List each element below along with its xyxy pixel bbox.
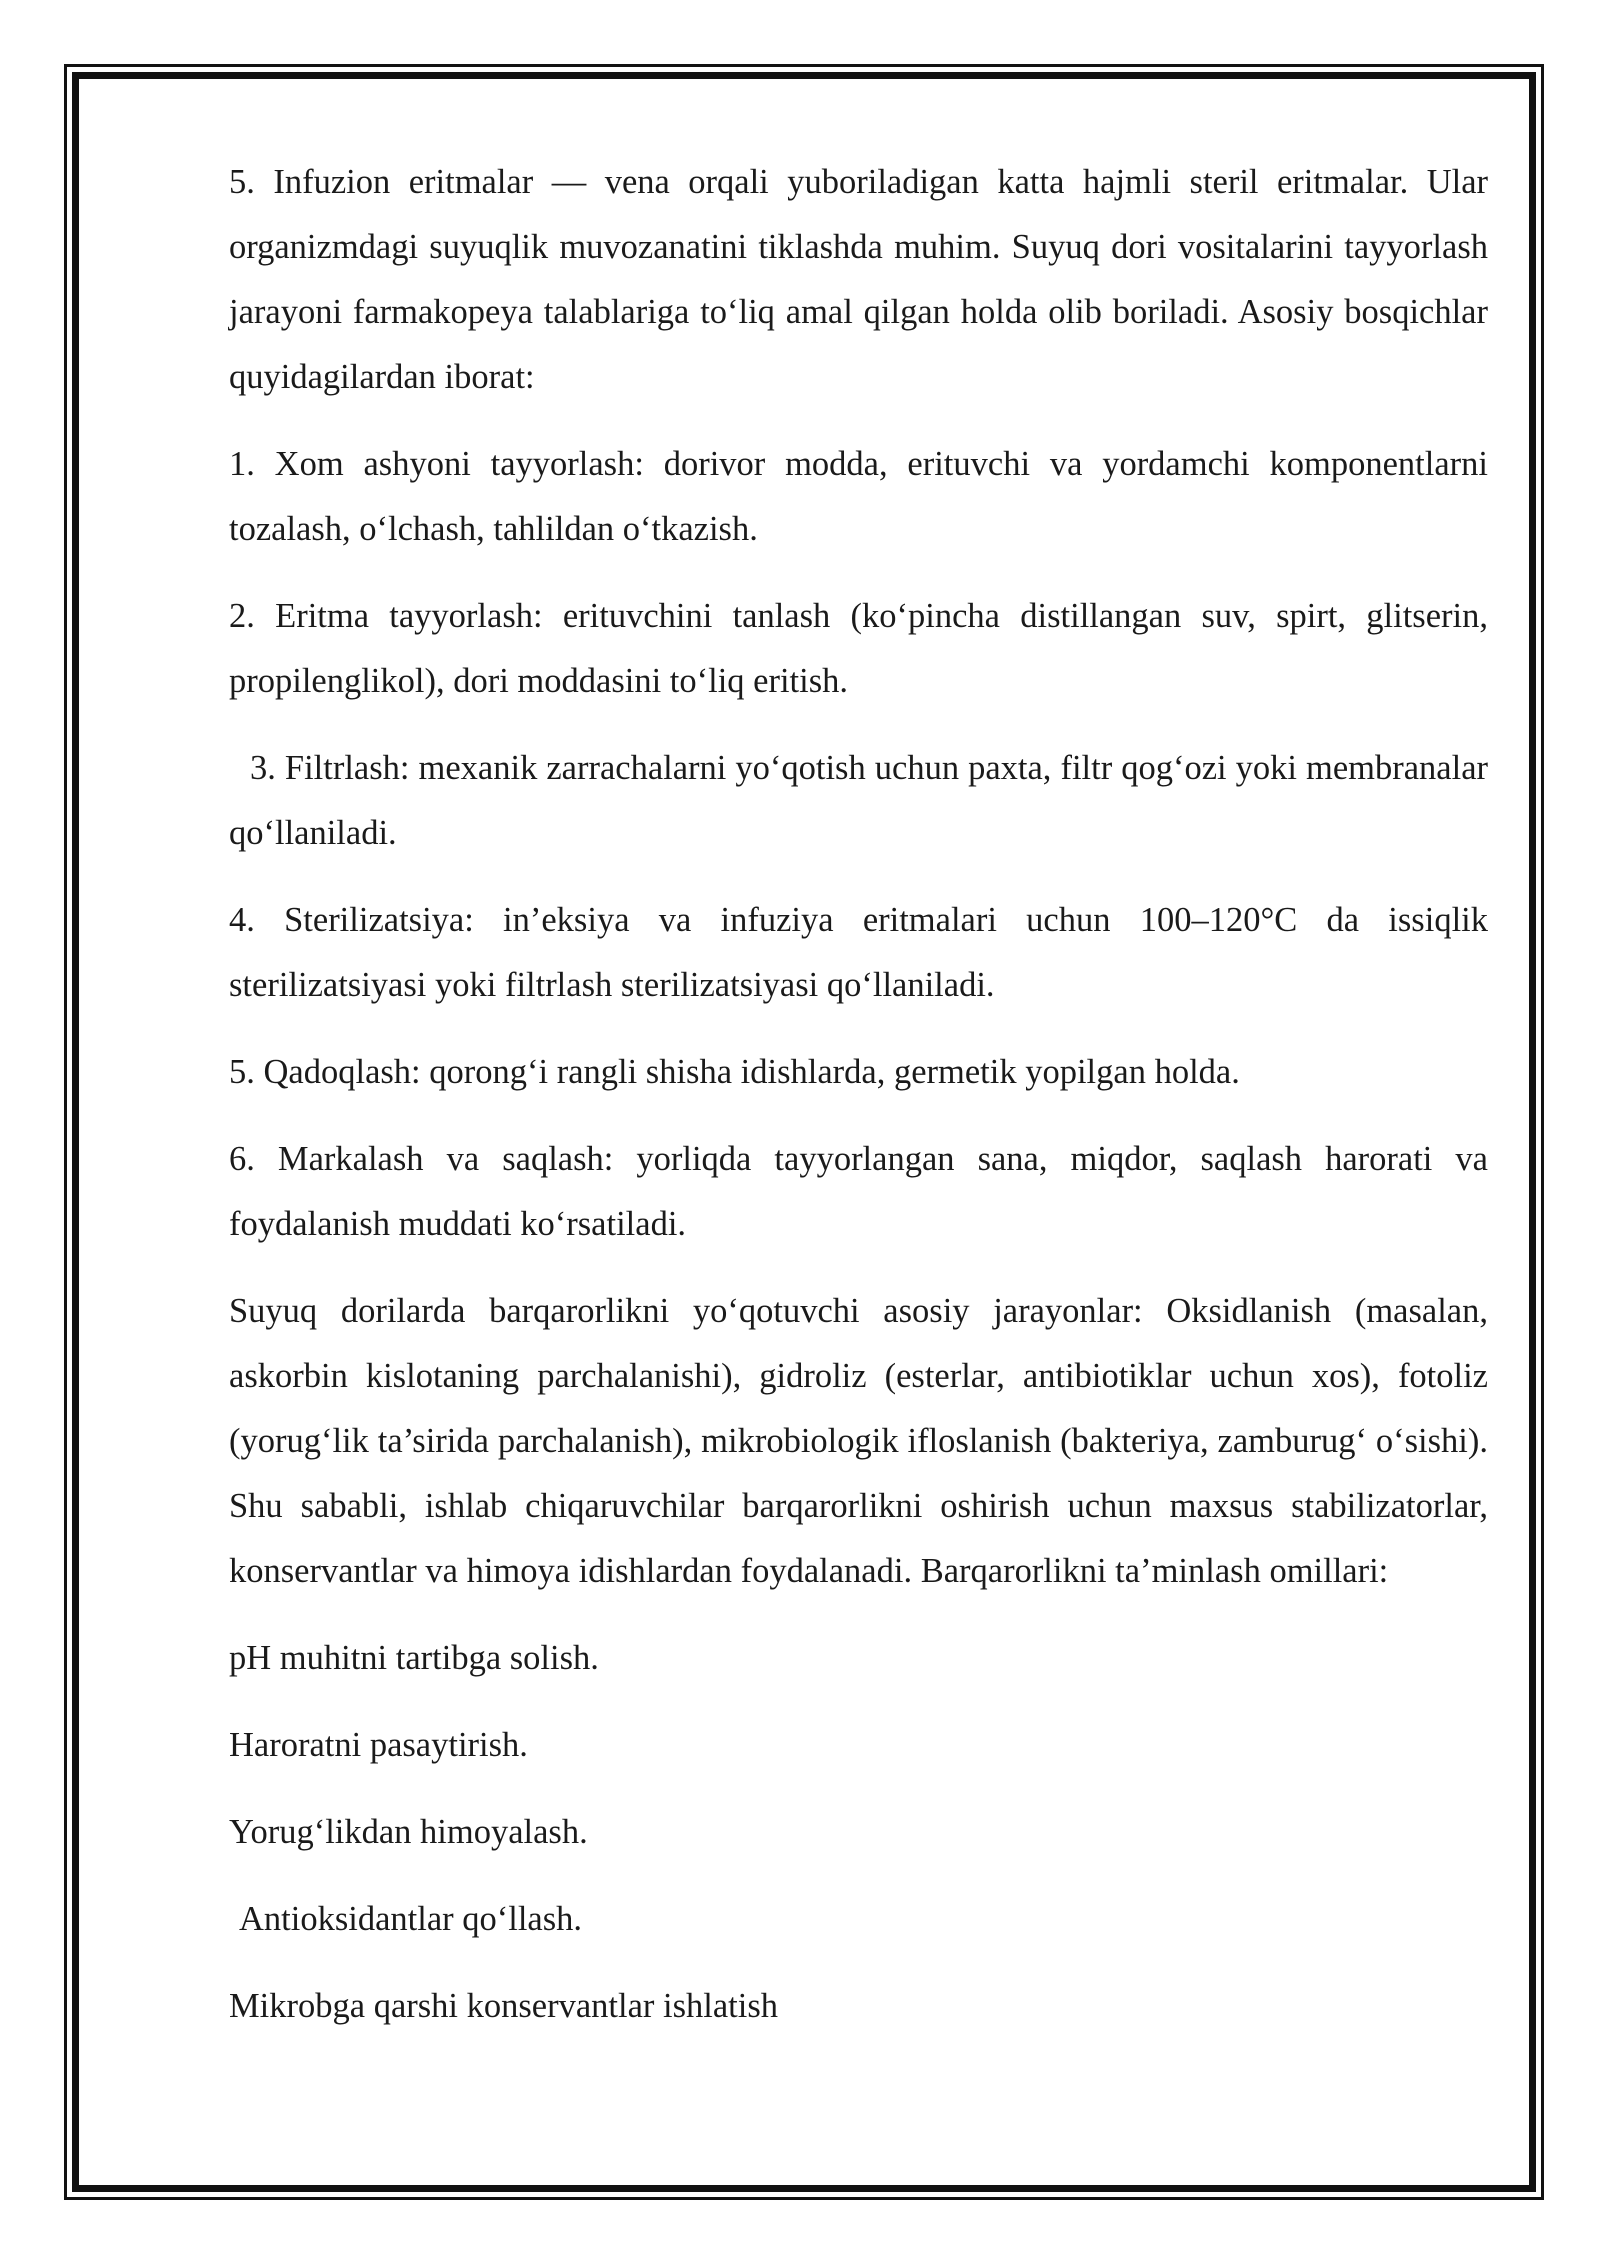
paragraph-infusion-solutions: 5. Infuzion eritmalar — vena orqali yuboriladigan katta hajmli steril eritmalar. Ular organizmdagi suyuqlik muvozanatini tiklashda muhim. Suyuq dori vositalarini tayyorlash jarayoni farmakopeya talablariga to‘liq amal qilgan holda olib boriladi. Asosiy bosqichlar quyidagilardan iborat: [229, 163, 1488, 396]
stability-factor-temperature: Haroratni pasaytirish. [229, 1726, 528, 1764]
document-body [229, 150, 1488, 2061]
stability-factor-light: Yorug‘likdan himoyalash. [229, 1813, 588, 1851]
step-filtration: 3. Filtrlash: mexanik zarrachalarni yo‘qotish uchun paxta, filtr qog‘ozi yoki membranalar qo‘llaniladi. [229, 749, 1488, 852]
step-packaging: 5. Qadoqlash: qorong‘i rangli shisha idishlarda, germetik yopilgan holda. [229, 1053, 1240, 1091]
stability-factor-preservatives: Mikrobga qarshi konservantlar ishlatish [229, 1987, 779, 2025]
stability-factor-antioxidants: Antioksidantlar qo‘llash. [239, 1900, 583, 1938]
stability-factor-ph: pH muhitni tartibga solish. [229, 1639, 599, 1677]
step-labeling-storage: 6. Markalash va saqlash: yorliqda tayyorlangan sana, miqdor, saqlash harorati va foydalanish muddati ko‘rsatiladi. [229, 1140, 1488, 1243]
paragraph-stability-loss: Suyuq dorilarda barqarorlikni yo‘qotuvchi asosiy jarayonlar: Oksidlanish (masalan, askorbin kislotaning parchalanishi), gidroliz (esterlar, antibiotiklar uchun xos), fotoliz (yorug‘lik ta’sirida parchalanish), mikrobiologik ifloslanish (bakteriya, zamburug‘ o‘sishi). Shu sababli, ishlab chiqaruvchilar barqarorlikni oshirish uchun maxsus stabilizatorlar, konservantlar va himoya idishlardan foydalanadi. Barqarorlikni ta’minlash omillari: [229, 1292, 1488, 1590]
step-sterilization: 4. Sterilizatsiya: in’eksiya va infuziya eritmalari uchun 100–120°C da issiqlik sterilizatsiyasi yoki filtrlash sterilizatsiyasi qo‘llaniladi. [229, 901, 1488, 1004]
step-raw-material-preparation: 1. Xom ashyoni tayyorlash: dorivor modda, erituvchi va yordamchi komponentlarni tozalash, o‘lchash, tahlildan o‘tkazish. [229, 445, 1488, 548]
step-solution-preparation: 2. Eritma tayyorlash: erituvchini tanlash (ko‘pincha distillangan suv, spirt, glitserin, propilenglikol), dori moddasini to‘liq eritish. [229, 597, 1488, 700]
